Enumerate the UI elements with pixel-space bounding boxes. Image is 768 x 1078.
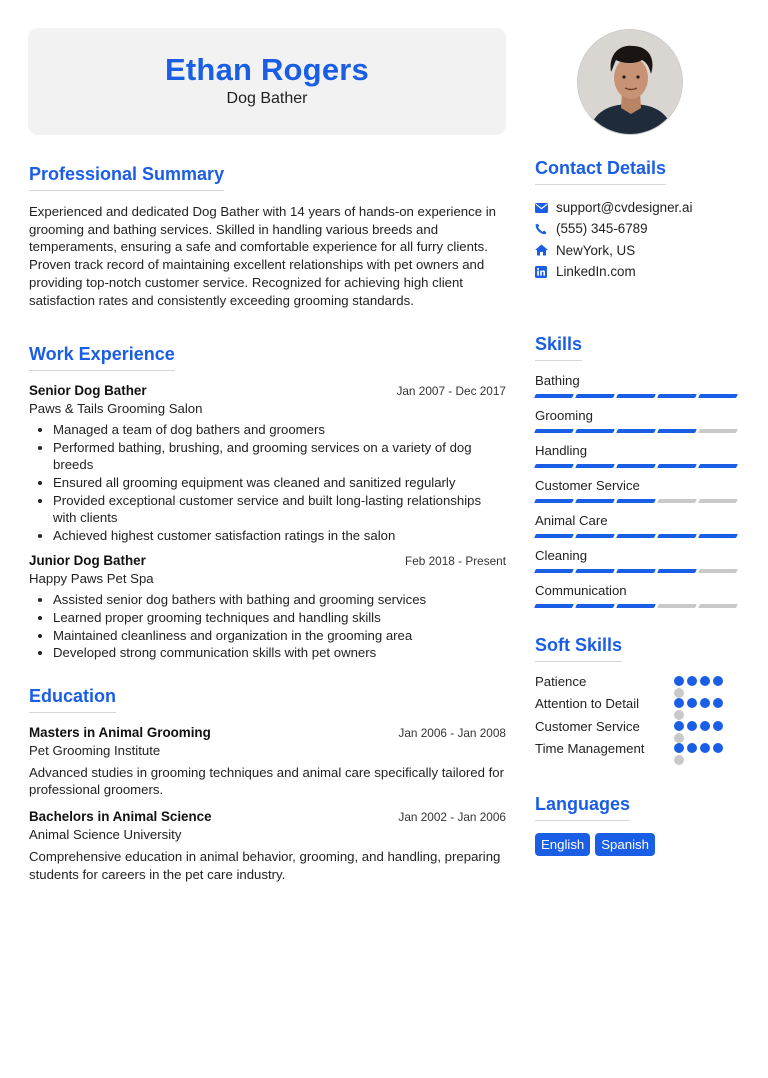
rating-dot <box>700 676 710 686</box>
job-date: Feb 2018 - Present <box>405 554 506 569</box>
skill-level-segment <box>698 534 738 538</box>
candidate-name: Ethan Rogers <box>165 52 369 87</box>
job-company: Happy Paws Pet Spa <box>29 571 154 587</box>
skill-name: Handling <box>535 443 588 459</box>
skill-item <box>535 443 739 468</box>
skill-level-segment <box>575 604 615 608</box>
skills-list <box>535 373 739 608</box>
contact-phone-text: (555) 345-6789 <box>556 221 648 237</box>
rating-dot <box>674 698 684 708</box>
skill-level-bar <box>535 464 739 468</box>
bullet-item: • Maintained cleanliness and organization in the grooming area <box>53 627 506 645</box>
job-entry <box>29 383 506 544</box>
soft-skill-item <box>535 674 739 696</box>
rating-dot <box>674 676 684 686</box>
skill-level-segment <box>698 499 738 503</box>
soft-skill-rating <box>674 743 726 754</box>
contact-linkedin-text: LinkedIn.com <box>556 264 636 280</box>
job-title: Senior Dog Bather <box>29 383 147 399</box>
skill-name: Cleaning <box>535 548 588 564</box>
skill-level-segment <box>575 499 615 503</box>
skill-level-segment <box>616 604 656 608</box>
bullet-item: • Assisted senior dog bathers with bathing and grooming services <box>53 591 506 609</box>
summary-text: Experienced and dedicated Dog Bather with 14 years of hands-on experience in grooming and bathing services. Skilled in handling various breeds and temperaments, ensuring a safe and comfortable experience for all furry clients. Proven track record of maintaining excellent relationships with pet owners and providing top-notch customer service. Recognized for achieving high client satisfaction rates and consistently exceeding grooming standards. <box>29 204 496 308</box>
job-title: Dog Bather <box>226 90 308 107</box>
skill-level-segment <box>657 569 697 573</box>
rating-dot <box>687 698 697 708</box>
skill-level-bar <box>535 534 739 538</box>
skill-level-segment <box>534 499 574 503</box>
soft-skill-rating <box>674 721 726 732</box>
education-entry <box>29 725 506 799</box>
soft-skill-item <box>535 741 739 763</box>
language-badge: English <box>535 833 590 856</box>
soft-skill-name: Patience <box>535 674 587 690</box>
soft-skill-item <box>535 719 739 741</box>
job-title: Junior Dog Bather <box>29 553 146 569</box>
education-description: Advanced studies in grooming techniques and animal care specifically tailored for professional groomers. <box>29 764 505 798</box>
rating-dot <box>713 721 723 731</box>
skill-level-segment <box>657 534 697 538</box>
skill-level-segment <box>534 569 574 573</box>
skill-name: Customer Service <box>535 478 640 494</box>
soft-skill-rating <box>674 676 726 687</box>
bullet-item: • Achieved highest customer satisfaction ratings in the salon <box>53 527 506 545</box>
degree-title: Masters in Animal Grooming <box>29 724 211 740</box>
contact-list <box>535 197 739 282</box>
rating-dot <box>700 743 710 753</box>
soft-skill-item <box>535 696 739 718</box>
skill-level-segment <box>698 394 738 398</box>
rating-dot <box>687 676 697 686</box>
contact-location-text: NewYork, US <box>556 242 636 258</box>
school-name: Pet Grooming Institute <box>29 742 161 758</box>
job-bullets <box>29 421 506 544</box>
contact-email-text: support@cvdesigner.ai <box>556 200 693 216</box>
bullet-item: • Developed strong communication skills with pet owners <box>53 644 506 662</box>
linkedin-icon <box>535 266 556 278</box>
job-bullets <box>29 591 506 661</box>
skill-level-segment <box>698 569 738 573</box>
skill-name: Animal Care <box>535 513 608 529</box>
education-date: Jan 2002 - Jan 2006 <box>398 809 506 824</box>
summary-heading: Professional Summary <box>29 164 224 191</box>
skill-item <box>535 408 739 433</box>
job-entry <box>29 553 506 661</box>
job-company: Paws & Tails Grooming Salon <box>29 401 203 417</box>
skill-level-segment <box>575 394 615 398</box>
skill-level-segment <box>534 604 574 608</box>
skill-level-segment <box>616 569 656 573</box>
rating-dot <box>674 721 684 731</box>
skill-level-segment <box>698 604 738 608</box>
skill-level-segment <box>616 534 656 538</box>
rating-dot <box>700 698 710 708</box>
rating-dot <box>687 743 697 753</box>
skill-level-segment <box>616 499 656 503</box>
languages-list <box>535 833 739 856</box>
skill-level-segment <box>534 429 574 433</box>
language-badge: Spanish <box>595 833 655 856</box>
contact-email[interactable] <box>535 197 739 218</box>
soft-skill-name: Attention to Detail <box>535 696 640 712</box>
skill-name: Grooming <box>535 408 593 424</box>
home-icon <box>535 244 556 256</box>
contact-heading: Contact Details <box>535 158 666 185</box>
skill-level-segment <box>616 394 656 398</box>
skill-level-segment <box>616 464 656 468</box>
contact-phone[interactable] <box>535 218 739 239</box>
main-column <box>29 164 506 883</box>
skill-item <box>535 513 739 538</box>
skill-level-segment <box>575 534 615 538</box>
education-entry <box>29 809 506 883</box>
skill-level-segment <box>657 464 697 468</box>
soft-skill-name: Time Management <box>535 740 645 756</box>
skill-level-segment <box>575 464 615 468</box>
skill-level-segment <box>698 464 738 468</box>
school-name: Animal Science University <box>29 826 182 842</box>
profile-photo-image <box>578 30 683 135</box>
contact-location <box>535 240 739 261</box>
skill-name: Communication <box>535 583 627 599</box>
bullet-item: • Managed a team of dog bathers and groomers <box>53 421 506 439</box>
skill-level-segment <box>616 429 656 433</box>
rating-dot <box>700 721 710 731</box>
education-date: Jan 2006 - Jan 2008 <box>398 725 506 740</box>
skill-name: Bathing <box>535 373 580 389</box>
skill-level-segment <box>698 429 738 433</box>
profile-photo <box>577 29 683 135</box>
skill-level-segment <box>575 429 615 433</box>
skill-level-segment <box>657 429 697 433</box>
envelope-icon <box>535 203 556 213</box>
skill-level-bar <box>535 499 739 503</box>
skill-level-segment <box>657 604 697 608</box>
rating-dot <box>713 743 723 753</box>
soft-skills-list <box>535 674 739 763</box>
rating-dot <box>713 676 723 686</box>
sidebar-column <box>535 158 739 856</box>
skill-level-segment <box>534 464 574 468</box>
job-date: Jan 2007 - Dec 2017 <box>396 384 506 399</box>
soft-skill-rating <box>674 698 726 709</box>
languages-heading: Languages <box>535 794 630 821</box>
contact-linkedin[interactable] <box>535 261 739 282</box>
skill-level-bar <box>535 569 739 573</box>
skill-level-bar <box>535 394 739 398</box>
skill-item <box>535 548 739 573</box>
skill-level-bar <box>535 429 739 433</box>
work-experience-heading: Work Experience <box>29 344 175 371</box>
soft-skill-name: Customer Service <box>535 718 640 734</box>
bullet-item: • Ensured all grooming equipment was cleaned and sanitized regularly <box>53 474 506 492</box>
skill-item <box>535 478 739 503</box>
skill-level-segment <box>575 569 615 573</box>
rating-dot <box>674 755 684 765</box>
education-description: Comprehensive education in animal behavior, grooming, and handling, preparing students for careers in the pet care industry. <box>29 848 501 882</box>
header-card <box>28 28 506 135</box>
rating-dot <box>687 721 697 731</box>
phone-icon <box>535 223 556 235</box>
bullet-item: • Performed bathing, brushing, and grooming services on a variety of dog breeds <box>53 439 506 474</box>
education-heading: Education <box>29 686 116 713</box>
skills-heading: Skills <box>535 334 582 361</box>
bullet-item: • Provided exceptional customer service and built long-lasting relationships with clients <box>53 492 506 527</box>
skill-level-segment <box>657 499 697 503</box>
degree-title: Bachelors in Animal Science <box>29 808 212 824</box>
bullet-item: • Learned proper grooming techniques and handling skills <box>53 609 506 627</box>
soft-skills-heading: Soft Skills <box>535 635 622 662</box>
skill-level-segment <box>534 534 574 538</box>
skill-level-segment <box>534 394 574 398</box>
rating-dot <box>674 743 684 753</box>
skill-item <box>535 583 739 608</box>
skill-level-bar <box>535 604 739 608</box>
skill-level-segment <box>657 394 697 398</box>
rating-dot <box>713 698 723 708</box>
skill-item <box>535 373 739 398</box>
